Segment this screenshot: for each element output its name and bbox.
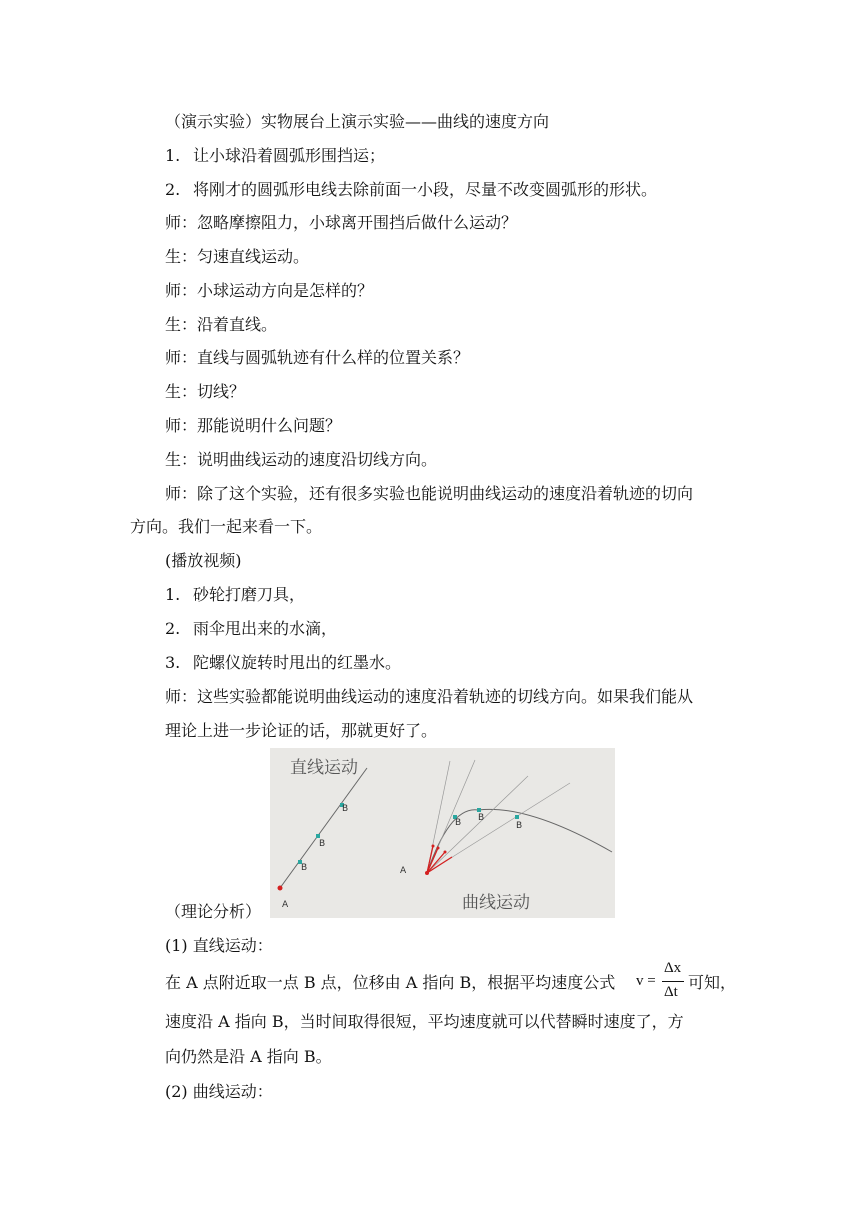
point-b-marker [316, 834, 320, 838]
red-dot [444, 851, 447, 854]
dialogue-line: 师：除了这个实验，还有很多实验也能说明曲线运动的速度沿着轨迹的切向 [165, 484, 694, 503]
list-item-text: 陀螺仪旋转时甩出的红墨水。 [193, 653, 402, 672]
point-b-label: B [342, 804, 349, 814]
point-a-label: A [400, 866, 407, 876]
point-a-label: A [282, 900, 289, 910]
tangent-line [427, 776, 528, 873]
list-number: 3. [165, 653, 181, 672]
red-dot [437, 847, 440, 850]
dialogue-line: 师：这些实验都能说明曲线运动的速度沿着轨迹的切线方向。如果我们能从 [165, 687, 694, 706]
demo-experiment-heading: （演示实验）实物展台上演示实验——曲线的速度方向 [165, 112, 550, 131]
dialogue-line-continued: 理论上进一步论证的话，那就更好了。 [165, 721, 438, 740]
dialogue-line: 师：直线与圆弧轨迹有什么样的位置关系？ [165, 348, 470, 367]
subsection-heading: (1) 直线运动： [165, 936, 273, 955]
dialogue-line: 生：切线？ [165, 382, 246, 401]
point-b-marker [515, 815, 519, 819]
formula-denominator: Δt [664, 984, 678, 1000]
point-b-label: B [301, 863, 308, 873]
list-item [165, 146, 385, 166]
label-straight-motion: 直线运动 [290, 758, 358, 778]
formula-paragraph-line: 在 A 点附近取一点 B 点，位移由 A 指向 B，根据平均速度公式 [165, 973, 616, 992]
formula-numerator: Δx [664, 960, 682, 976]
dialogue-line: 师：那能说明什么问题？ [165, 416, 342, 435]
point-a-marker [425, 871, 429, 875]
paragraph-line: 速度沿 A 指向 B，当时间取得很短，平均速度就可以代替瞬时速度了，方 [165, 1012, 684, 1031]
dialogue-line: 生：匀速直线运动。 [165, 247, 310, 266]
list-item [165, 619, 337, 639]
dialogue-line-continued: 方向。我们一起来看一下。 [130, 517, 323, 536]
dialogue-line: 生：沿着直线。 [165, 315, 278, 334]
list-item-text: 让小球沿着圆弧形围挡运； [193, 146, 386, 165]
list-number: 1. [165, 585, 181, 604]
straight-line-path [280, 768, 367, 888]
paragraph-line: 向仍然是沿 A 指向 B。 [165, 1047, 332, 1066]
list-item-text: 雨伞甩出来的水滴， [193, 619, 338, 638]
list-item [165, 653, 401, 673]
list-number: 1. [165, 146, 181, 165]
list-item [165, 585, 305, 605]
formula-lhs: v = [636, 973, 656, 989]
red-dot [432, 845, 435, 848]
dialogue-line: 生：说明曲线运动的速度沿切线方向。 [165, 450, 438, 469]
point-b-marker [477, 808, 481, 812]
list-item-text: 砂轮打磨刀具， [193, 585, 306, 604]
dialogue-line: 师：小球运动方向是怎样的？ [165, 281, 374, 300]
list-number: 2. [165, 180, 181, 199]
fraction-bar [662, 981, 684, 982]
theory-analysis-heading: （理论分析） [165, 902, 262, 921]
dialogue-line: 师：忽略摩擦阻力，小球离开围挡后做什么运动？ [165, 213, 518, 232]
list-item [165, 180, 657, 200]
list-number: 2. [165, 619, 181, 638]
formula-paragraph-tail: 可知， [688, 973, 737, 992]
list-item-text: 将刚才的圆弧形电线去除前面一小段，尽量不改变圆弧形的形状。 [193, 180, 658, 199]
motion-diagram [270, 748, 615, 918]
play-video-note: (播放视频) [165, 551, 242, 570]
label-curved-motion: 曲线运动 [462, 893, 530, 913]
point-b-label: B [455, 818, 462, 828]
point-b-label: B [516, 821, 523, 831]
motion-diagram-figure [270, 748, 615, 918]
point-a-marker [278, 886, 283, 891]
point-b-label: B [478, 813, 485, 823]
subsection-heading: (2) 曲线运动： [165, 1082, 273, 1101]
point-b-label: B [319, 839, 326, 849]
